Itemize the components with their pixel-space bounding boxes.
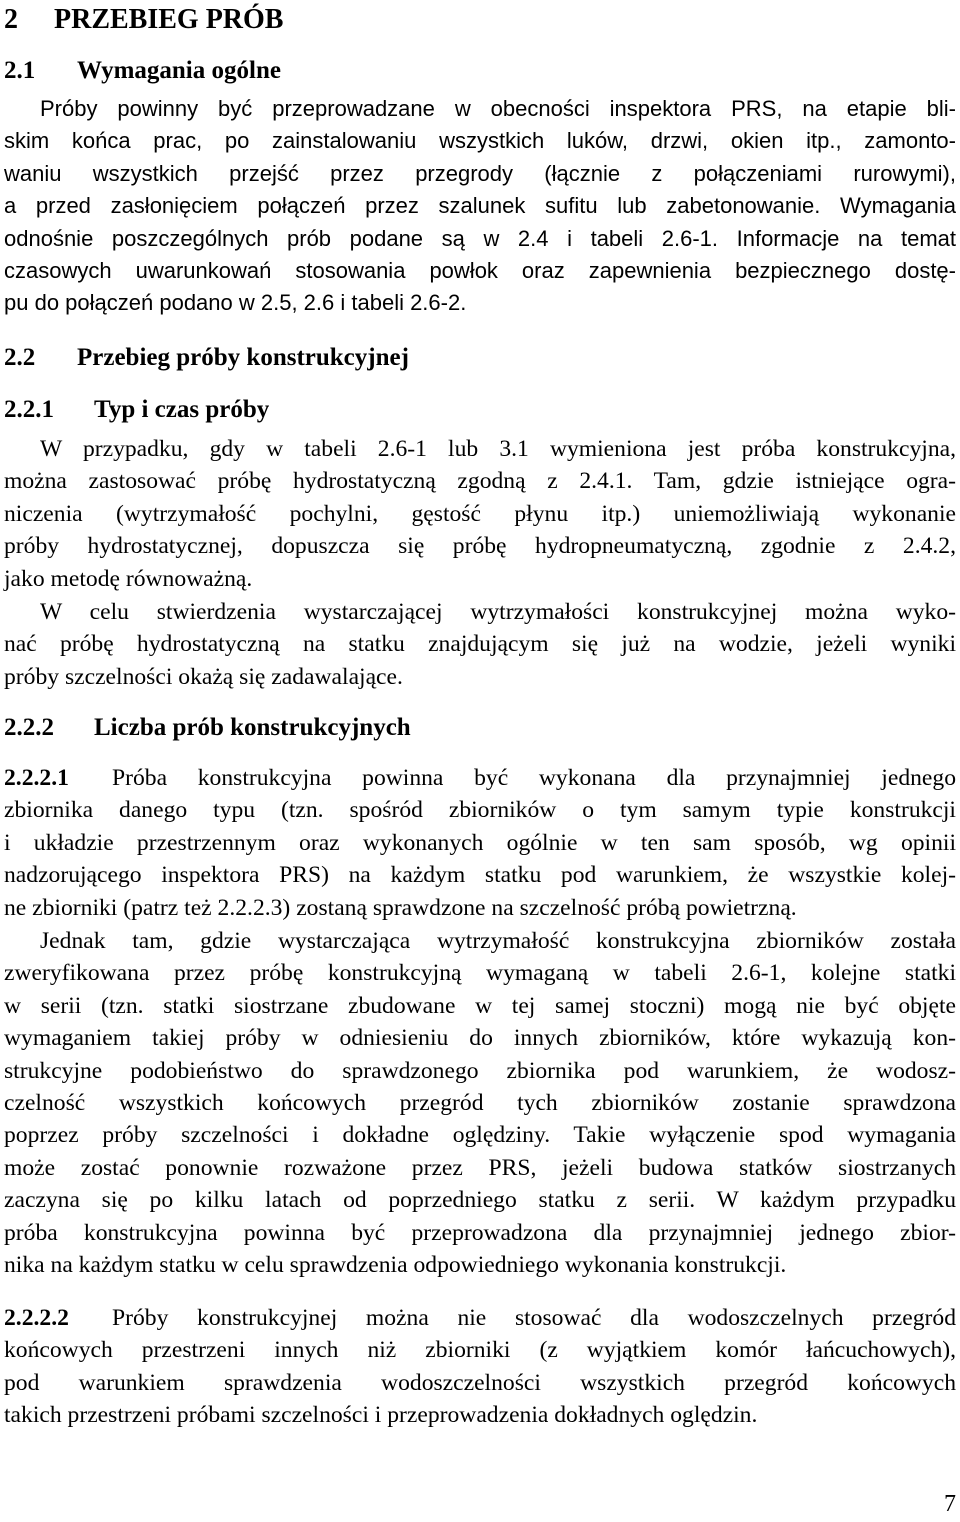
text-line: zaczyna się po kilku latach od poprzedniego statku z serii. W każdym przypadku bbox=[4, 1187, 956, 1214]
heading-2-1 bbox=[4, 56, 281, 86]
heading-2-1-title: Wymagania ogólne bbox=[77, 57, 281, 84]
section-title: PRZEBIEG PRÓB bbox=[54, 4, 284, 35]
text-line: W celu stwierdzenia wystarczającej wytrzymałości konstrukcyjnej można wyko- bbox=[40, 599, 956, 625]
paragraph-number: 2.2.2.1 bbox=[4, 765, 69, 791]
heading-2-1-number: 2.1 bbox=[4, 57, 36, 84]
text-line: poprzez próby szczelności i dokładne oględziny. Takie wyłączenie spod wymagania bbox=[4, 1122, 956, 1149]
text-line: może zostać ponownie rozważone przez PRS, jeżeli budowa statków siostrzanych bbox=[4, 1154, 956, 1181]
text-line: pod warunkiem sprawdzenia wodoszczelności wszystkich przegród końcowych bbox=[4, 1369, 956, 1396]
text-line: pu do połączeń podano w 2.5, 2.6 i tabeli 2.6-2. bbox=[4, 290, 467, 316]
text-line-content: Próby konstrukcyjnej można nie stosować dla wodoszczelnych przegród bbox=[112, 1305, 956, 1331]
text-line: Jednak tam, gdzie wystarczająca wytrzymałość konstrukcyjna zbiorników została bbox=[40, 928, 956, 954]
paragraph-2-2-1-a bbox=[4, 433, 956, 595]
text-line: próba konstrukcyjna powinna być przeprowadzona dla przynajmniej jednego zbior- bbox=[4, 1219, 956, 1246]
text-line-content: Próba konstrukcyjna powinna być wykonana dla przynajmniej jednego bbox=[112, 765, 956, 791]
heading-2-2-1-number: 2.2.1 bbox=[4, 396, 54, 423]
text-line: można zastosować próbę hydrostatyczną zgodną z 2.4.1. Tam, gdzie istniejące ogra- bbox=[4, 468, 956, 495]
text-line bbox=[4, 762, 956, 794]
text-line: strukcyjne podobieństwo do sprawdzonego zbiornika pod warunkiem, że wodosz- bbox=[4, 1057, 956, 1084]
text-line: próby hydrostatycznej, dopuszcza się próbę hydropneumatyczną, zgodnie z 2.4.2, bbox=[4, 533, 956, 560]
text-line: niczenia (wytrzymałość pochylni, gęstość płynu itp.) uniemożliwiają wykonanie bbox=[4, 500, 956, 527]
page-number: 7 bbox=[944, 1491, 956, 1517]
heading-2-2-title: Przebieg próby konstrukcyjnej bbox=[77, 344, 409, 371]
section-number: 2 bbox=[4, 4, 18, 35]
text-line: skim końca prac, po zainstalowaniu wszystkich luków, drzwi, okien itp., zamonto- bbox=[4, 128, 956, 154]
text-line: takich przestrzeni próbami szczelności i przeprowadzenia dokładnych oględzin. bbox=[4, 1402, 758, 1429]
text-line: w serii (tzn. statki siostrzane zbudowane w tej samej stoczni) mogą nie być objęte bbox=[4, 992, 956, 1019]
text-line: W przypadku, gdy w tabeli 2.6-1 lub 3.1 wymieniona jest próba konstrukcyjna, bbox=[40, 436, 956, 462]
text-line: czasowych uwarunkowań stosowania powłok oraz zapewnienia bezpiecznego dostę- bbox=[4, 258, 956, 284]
text-line: nać próbę hydrostatyczną na statku znajdującym się już na wodzie, jeżeli wyniki bbox=[4, 631, 956, 658]
heading-2-2-1-title: Typ i czas próby bbox=[94, 396, 270, 423]
text-line: a przed zasłonięciem połączeń przez szalunek sufitu lub zabetonowanie. Wymagania bbox=[4, 193, 956, 219]
section-heading bbox=[4, 4, 283, 36]
text-line: wymaganiem takiej próby w odniesieniu do innych zbiorników, które wykazują kon- bbox=[4, 1025, 956, 1052]
text-line: i układzie przestrzennym oraz wykonanych ogólnie w ten sam sposób, wg opinii bbox=[4, 829, 956, 856]
heading-2-2-1 bbox=[4, 395, 269, 425]
paragraph-2-2-1-b bbox=[4, 596, 956, 693]
heading-2-2-2 bbox=[4, 713, 411, 743]
text-line: zbiornika danego typu (tzn. spośród zbiorników o tym samym typie konstrukcji bbox=[4, 797, 956, 824]
paragraph-2-2-2-1-b bbox=[4, 925, 956, 1281]
text-line: Próby powinny być przeprowadzane w obecności inspektora PRS, na etapie bli- bbox=[40, 96, 956, 121]
text-line: jako metodę równoważną. bbox=[4, 565, 253, 592]
paragraph-2-1 bbox=[4, 93, 956, 320]
heading-2-2-2-title: Liczba prób konstrukcyjnych bbox=[94, 714, 411, 741]
heading-2-2-number: 2.2 bbox=[4, 344, 36, 371]
text-line bbox=[4, 1302, 956, 1334]
heading-2-2-2-number: 2.2.2 bbox=[4, 714, 54, 741]
paragraph-2-2-2-1-a bbox=[4, 762, 956, 924]
text-line: próby szczelności okażą się zadawalające. bbox=[4, 663, 403, 690]
text-line: ne zbiorniki (patrz też 2.2.2.3) zostaną sprawdzone na szczelność próbą powietrzną. bbox=[4, 894, 797, 921]
text-line: odnośnie poszczególnych prób podane są w 2.4 i tabeli 2.6-1. Informacje na temat bbox=[4, 225, 956, 251]
text-line: zweryfikowana przez próbę konstrukcyjną wymaganą w tabeli 2.6-1, kolejne statki bbox=[4, 960, 956, 987]
paragraph-number: 2.2.2.2 bbox=[4, 1305, 69, 1331]
text-line: czelność wszystkich końcowych przegród tych zbiorników zostanie sprawdzona bbox=[4, 1090, 956, 1117]
heading-2-2 bbox=[4, 343, 409, 373]
text-line: nika na każdym statku w celu sprawdzenia odpowiedniego wykonania konstrukcji. bbox=[4, 1252, 787, 1279]
paragraph-2-2-2-2 bbox=[4, 1302, 956, 1432]
text-line: waniu wszystkich przejść przez przegrody (łącznie z połączeniami rurowymi), bbox=[4, 160, 956, 186]
text-line: końcowych przestrzeni innych niż zbiorniki (z wyjątkiem komór łańcuchowych), bbox=[4, 1337, 956, 1364]
text-line: nadzorującego inspektora PRS) na każdym statku pod warunkiem, że wszystkie kolej- bbox=[4, 862, 956, 889]
